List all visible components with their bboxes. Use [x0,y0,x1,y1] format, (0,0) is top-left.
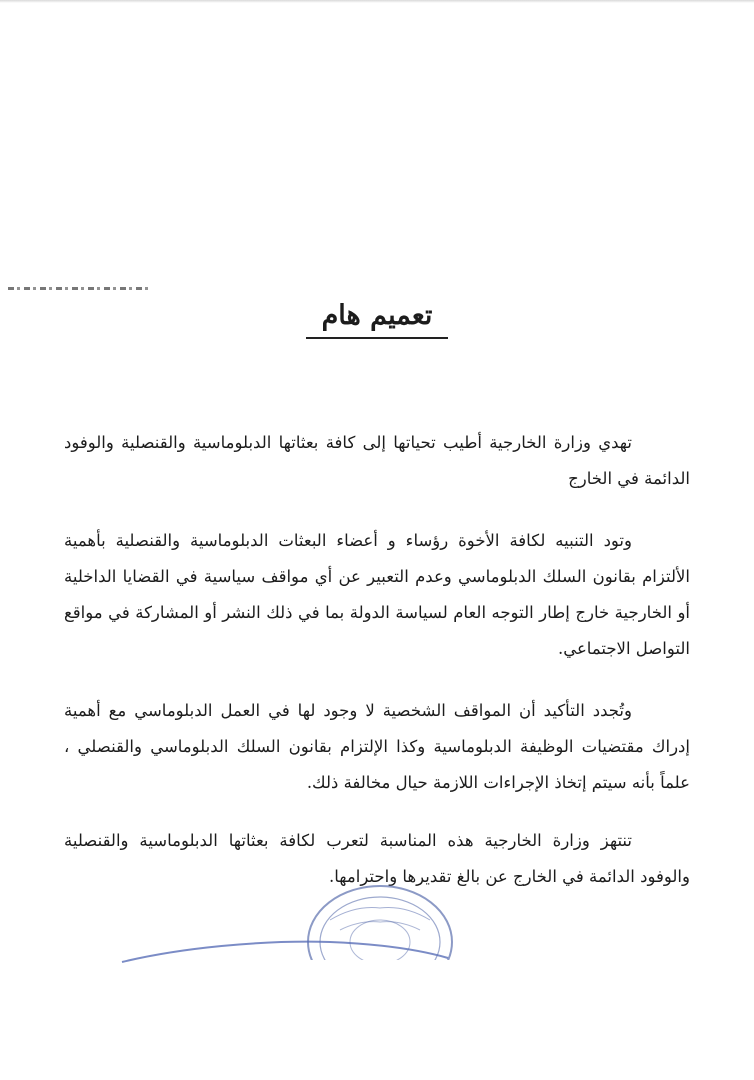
paragraph-greeting: تهدي وزارة الخارجية أطيب تحياتها إلى كافة بعثاتها الدبلوماسية والقنصلية والوفود الدائمة في الخارج [64,433,690,488]
document-body [64,425,690,921]
paragraph-reaffirmation: وتُجدد التأكيد أن المواقف الشخصية لا وجود لها في العمل الدبلوماسي مع أهمية إدراك مقتضيات الوظيفة الدبلوماسية وكذا الإلتزام بقانون السلك الدبلوماسي والقنصلي ، علماً بأنه سيتم إتخاذ الإجراءات اللازمة حيال مخالفة ذلك. [64,701,690,792]
scan-artifact-line [8,287,151,290]
signature-stroke [120,930,450,970]
paragraph-closing: تنتهز وزارة الخارجية هذه المناسبة لتعرب لكافة بعثاتها الدبلوماسية والقنصلية والوفود الدائمة في الخارج عن بالغ تقديرها واحترامها. [64,831,690,886]
title-container [0,300,754,339]
document-title: تعميم هام [306,300,449,339]
paragraph-notice: وتود التنبيه لكافة الأخوة رؤساء و أعضاء البعثات الدبلوماسية والقنصلية بأهمية الألتزام بقانون السلك الدبلوماسي وعدم التعبير عن أي مواقف سياسية في القضايا الداخلية أو الخارجية خارج إطار التوجه العام لسياسة الدولة بما في ذلك النشر أو المشاركة في مواقع التواصل الاجتماعي. [64,531,690,658]
scan-top-edge [0,0,754,3]
